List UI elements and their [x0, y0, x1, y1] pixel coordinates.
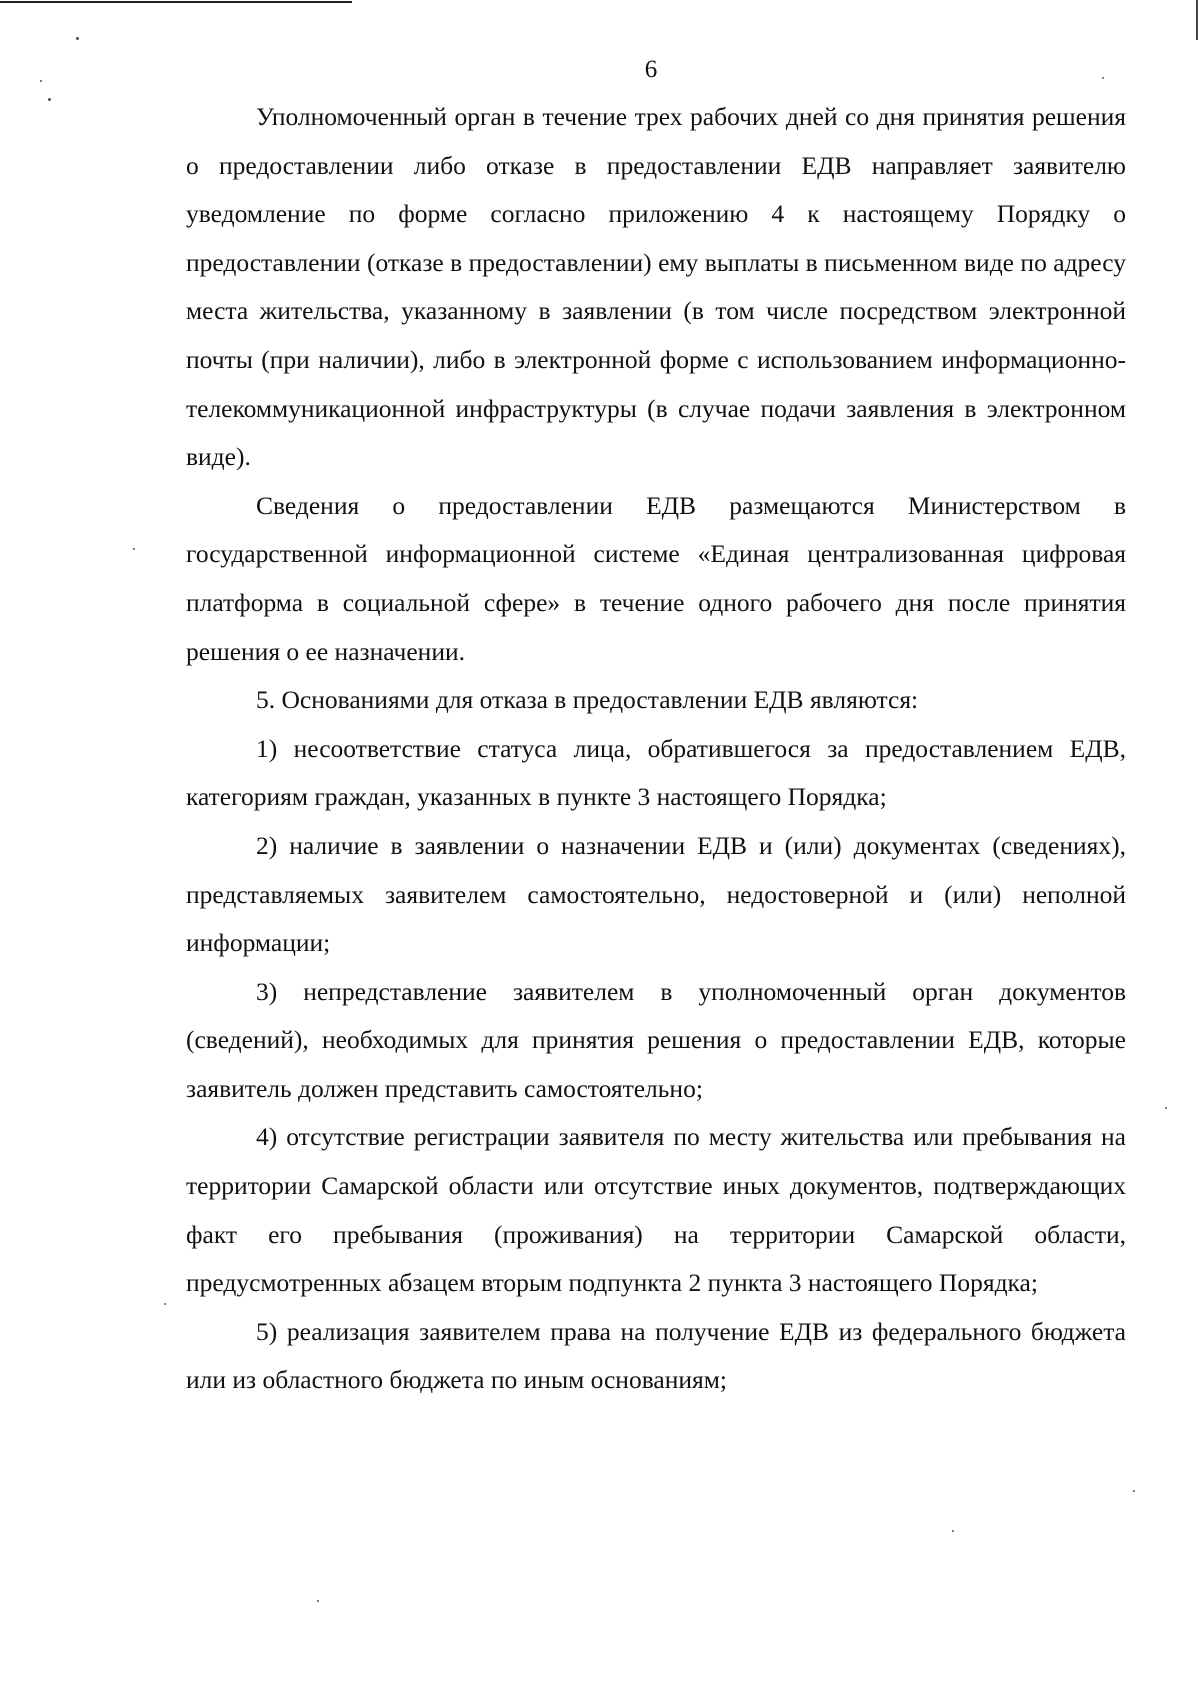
scan-speck	[317, 1600, 319, 1602]
list-item-ground-4: 4) отсутствие регистрации заявителя по месту жительства или пребывания на территории Самарской области или отсутствие иных документов, подтверждающих факт его пребывания (проживания) на территории Самарской области, предусмотренных абзацем вторым подпункта 2 пункта 3 настоящего Порядка;	[186, 1122, 1126, 1298]
paragraph-refusal-grounds-heading: 5. Основаниями для отказа в предоставлении ЕДВ являются:	[256, 685, 919, 715]
scan-speck	[1165, 1107, 1167, 1109]
paragraph-notification: Уполномоченный орган в течение трех рабочих дней со дня принятия решения о предоставлении либо отказе в предоставлении ЕДВ направляет заявителю уведомление по форме согласно приложению 4 к настоящему Порядку о предоставлении (отказе в предоставлении) ему выплаты в письменном виде по адресу места жительства, указанному в заявлении (в том числе посредством электронной почты (при наличии), либо в электронной форме с использованием информационно-телекоммуникационной инфраструктуры (в случае подачи заявления в электронном виде).	[186, 102, 1126, 472]
scan-speck	[164, 1303, 166, 1305]
scan-speck	[952, 1530, 954, 1532]
scan-speck	[133, 548, 135, 550]
list-item-ground-2: 2) наличие в заявлении о назначении ЕДВ и (или) документах (сведениях), представляемых заявителем самостоятельно, недостоверной и (или) неполной информации;	[186, 830, 1126, 958]
scan-speck	[40, 80, 42, 82]
page-number: 6	[644, 56, 658, 83]
scan-top-rule	[0, 1, 352, 3]
scan-right-edge	[1196, 0, 1198, 40]
scan-speck	[1102, 77, 1104, 79]
list-item-ground-1: 1) несоответствие статуса лица, обратившегося за предоставлением ЕДВ, категориям граждан, указанных в пункте 3 настоящего Порядка;	[186, 733, 1126, 812]
paragraph-information-placement: Сведения о предоставлении ЕДВ размещаются Министерством в государственной информационной системе «Единая централизованная цифровая платформа в социальной сфере» в течение одного рабочего дня после принятия решения о ее назначении.	[186, 490, 1126, 666]
document-body	[186, 93, 1126, 1405]
list-item-ground-3: 3) непредставление заявителем в уполномоченный орган документов (сведений), необходимых для принятия решения о предоставлении ЕДВ, которые заявитель должен представить самостоятельно;	[186, 976, 1126, 1103]
scan-speck	[76, 37, 79, 40]
list-item-ground-5: 5) реализация заявителем права на получение ЕДВ из федерального бюджета или из областного бюджета по иным основаниям;	[186, 1316, 1126, 1395]
scan-speck	[1133, 1490, 1135, 1492]
scan-speck	[48, 98, 51, 101]
